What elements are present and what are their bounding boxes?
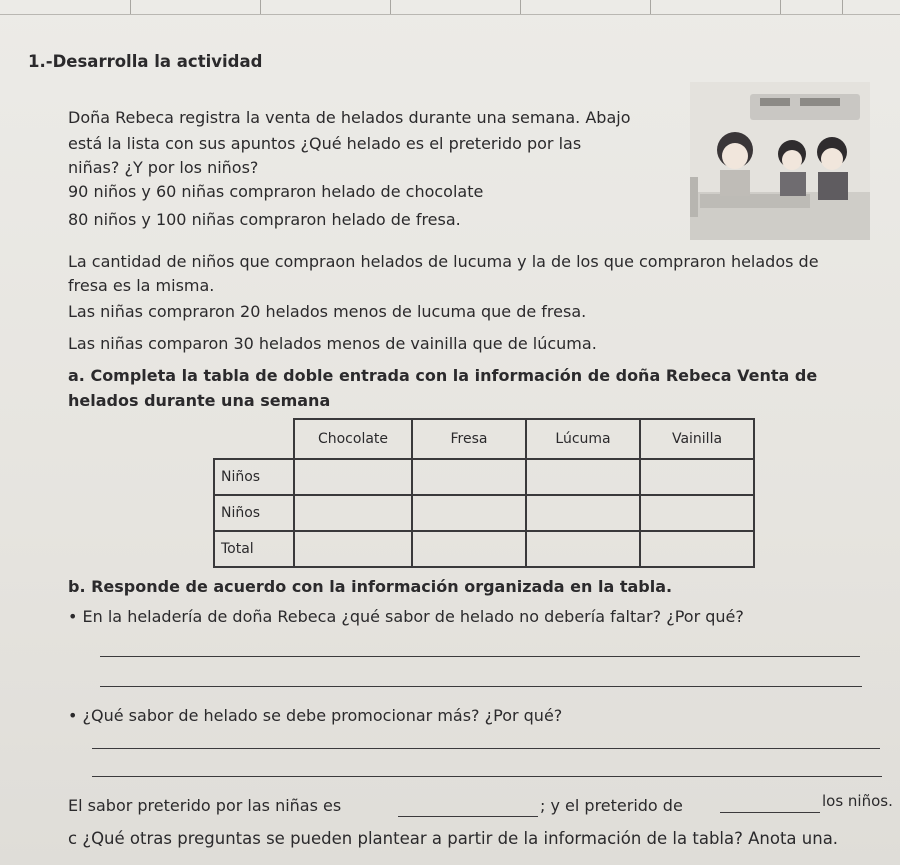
cell-ninos-chocolate[interactable] xyxy=(294,495,412,531)
part-c-question: c ¿Qué otras preguntas se pueden plantear a partir de la información de la tabla? Anota una. xyxy=(68,829,839,848)
fact-ninas-lucuma: Las niñas compraron 20 helados menos de lucuma que de fresa. xyxy=(68,302,587,321)
intro-line-2: está la lista con sus apuntos ¿Qué helado es el preterido por las xyxy=(68,134,582,153)
double-entry-table xyxy=(213,418,755,568)
intro-line-3: niñas? ¿Y por los niños? xyxy=(68,158,259,177)
answer-line-2b[interactable] xyxy=(92,776,882,777)
fact-ninas-vainilla: Las niñas comparon 30 helados menos de vainilla que de lúcuma. xyxy=(68,334,597,353)
part-a-line-2: helados durante una semana xyxy=(68,391,331,410)
row-label-total: Total xyxy=(214,531,294,567)
cell-ninas-chocolate[interactable] xyxy=(294,459,412,495)
part-b-instruction: b. Responde de acuerdo con la información organizada en la tabla. xyxy=(68,577,673,596)
row-label-ninos: Niños xyxy=(214,495,294,531)
header-chocolate: Chocolate xyxy=(294,419,412,459)
row-label-ninas: Niños xyxy=(214,459,294,495)
header-fresa: Fresa xyxy=(412,419,526,459)
fact-lucuma-line-1: La cantidad de niños que compraon helados de lucuma y la de los que compraron helados de xyxy=(68,252,819,271)
answer-line-2a[interactable] xyxy=(92,748,880,749)
sentence-part-1: El sabor preterido por las niñas es xyxy=(68,796,342,815)
sentence-part-3: los niños. xyxy=(822,792,893,810)
ice-cream-shop-illustration xyxy=(690,82,870,240)
question-2: • ¿Qué sabor de helado se debe promocionar más? ¿Por qué? xyxy=(68,706,563,725)
part-a-line-1: a. Completa la tabla de doble entrada con la información de doña Rebeca Venta de xyxy=(68,366,818,385)
cell-total-vainilla[interactable] xyxy=(640,531,754,567)
cell-total-chocolate[interactable] xyxy=(294,531,412,567)
cell-ninas-fresa[interactable] xyxy=(412,459,526,495)
cell-ninos-fresa[interactable] xyxy=(412,495,526,531)
intro-line-1: Doña Rebeca registra la venta de helados durante una semana. Abajo xyxy=(68,108,631,127)
top-ruler-strip xyxy=(0,0,900,15)
cell-ninos-lucuma[interactable] xyxy=(526,495,640,531)
fact-fresa: 80 niños y 100 niñas compraron helado de fresa. xyxy=(68,210,461,229)
sentence-part-2: ; y el preterido de xyxy=(540,796,683,815)
header-lucuma: Lúcuma xyxy=(526,419,640,459)
answer-line-1b[interactable] xyxy=(100,686,862,687)
header-vainilla: Vainilla xyxy=(640,419,754,459)
cell-ninas-vainilla[interactable] xyxy=(640,459,754,495)
fact-chocolate: 90 niños y 60 niñas compraron helado de chocolate xyxy=(68,182,484,201)
table-corner xyxy=(214,419,294,459)
activity-title: 1.-Desarrolla la actividad xyxy=(28,52,263,71)
answer-line-1a[interactable] xyxy=(100,656,860,657)
cell-total-lucuma[interactable] xyxy=(526,531,640,567)
cell-ninos-vainilla[interactable] xyxy=(640,495,754,531)
cell-total-fresa[interactable] xyxy=(412,531,526,567)
blank-ninas-flavor[interactable] xyxy=(398,816,538,817)
fact-lucuma-line-2: fresa es la misma. xyxy=(68,276,215,295)
question-1: • En la heladería de doña Rebeca ¿qué sabor de helado no debería faltar? ¿Por qué? xyxy=(68,607,744,626)
blank-ninos-flavor[interactable] xyxy=(720,812,820,813)
cell-ninas-lucuma[interactable] xyxy=(526,459,640,495)
